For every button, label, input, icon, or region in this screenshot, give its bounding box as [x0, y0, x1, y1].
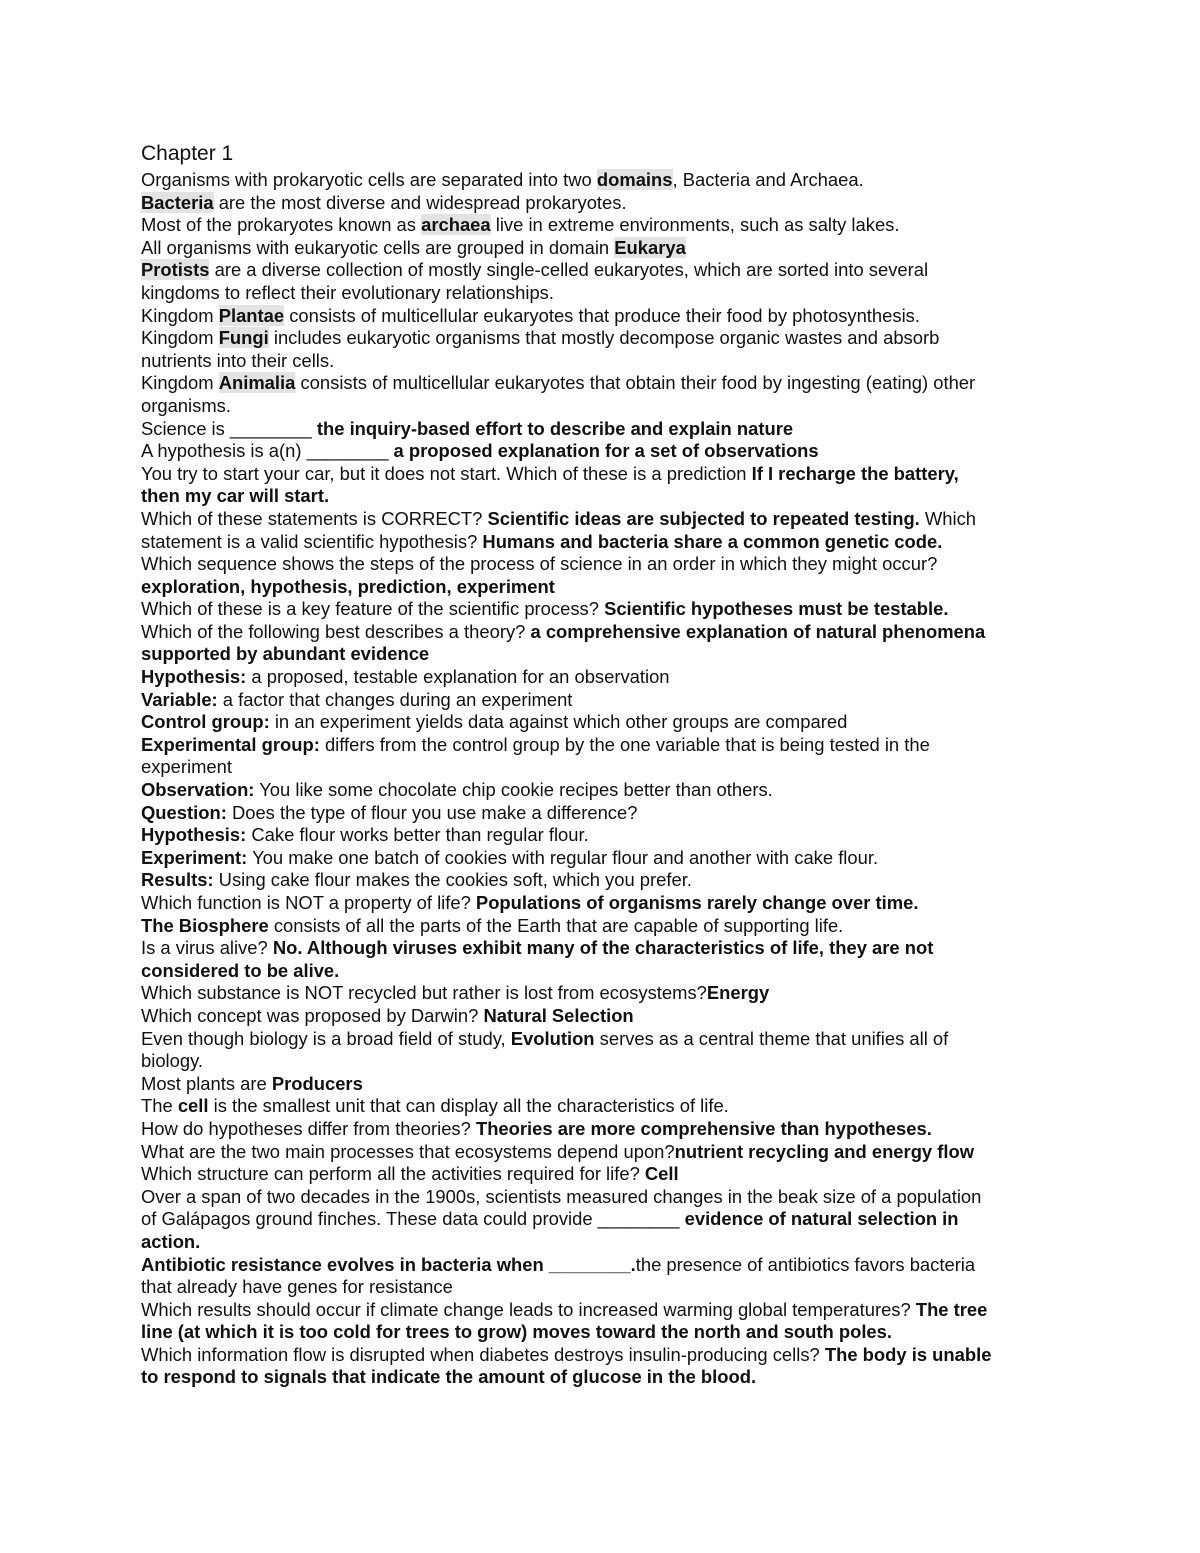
text-line	[141, 214, 1061, 237]
text-segment: Does the type of flour you use make a difference?	[226, 801, 638, 823]
bold-text: then my car will start.	[141, 485, 330, 507]
highlighted-term: Eukarya	[614, 236, 686, 258]
text-segment: Even though biology is a broad field of study,	[141, 1027, 511, 1049]
text-segment: kingdoms to reflect their evolutionary relationships.	[141, 281, 554, 303]
highlighted-term: Plantae	[218, 304, 285, 326]
highlighted-term: archaea	[421, 214, 491, 236]
text-line	[141, 192, 1061, 215]
text-segment: live in extreme environments, such as salty lakes.	[490, 214, 900, 236]
text-line	[141, 418, 1061, 441]
text-segment: experiment	[141, 756, 232, 778]
text-line	[141, 372, 1061, 395]
bold-text: line (at which it is too cold for trees to grow) moves toward the north and south poles.	[141, 1321, 892, 1343]
text-line	[141, 1095, 1061, 1118]
text-line	[141, 982, 1061, 1005]
text-line	[141, 892, 1061, 915]
text-segment: Over a span of two decades in the 1900s, scientists measured changes in the beak size of a population	[141, 1185, 982, 1207]
bold-text: Energy	[706, 982, 770, 1004]
text-line	[141, 1028, 1061, 1051]
bold-text: Cell	[644, 1163, 679, 1185]
text-line	[141, 847, 1061, 870]
document-body	[141, 169, 1061, 1389]
text-segment: Which sequence shows the steps of the process of science in an order in which they might occur?	[141, 553, 938, 575]
text-segment: biology.	[141, 1050, 204, 1072]
bold-text: Evolution	[510, 1027, 595, 1049]
text-line	[141, 576, 1061, 599]
text-line	[141, 915, 1061, 938]
text-segment: How do hypotheses differ from theories?	[141, 1117, 476, 1139]
bold-text: Experimental group:	[141, 733, 320, 755]
text-line	[141, 485, 1061, 508]
bold-text: Scientific ideas are subjected to repeated testing.	[487, 507, 920, 529]
text-segment: You try to start your car, but it does not start. Which of these is a prediction	[141, 462, 752, 484]
bold-text: Producers	[271, 1072, 363, 1094]
text-segment: consists of multicellular eukaryotes that obtain their food by ingesting (eating) other	[295, 372, 976, 394]
highlighted-term: Fungi	[218, 327, 269, 349]
text-line	[141, 282, 1061, 305]
bold-text: Natural Selection	[483, 1004, 634, 1026]
text-segment: consists of all the parts of the Earth that are capable of supporting life.	[268, 914, 844, 936]
text-segment: Kingdom	[141, 372, 219, 394]
text-segment: You make one batch of cookies with regular flour and another with cake flour.	[247, 846, 879, 868]
text-segment: You like some chocolate chip cookie recipes better than others.	[254, 779, 773, 801]
text-segment: Kingdom	[141, 327, 219, 349]
bold-text: Theories are more comprehensive than hypotheses.	[475, 1117, 932, 1139]
text-segment: a factor that changes during an experiment	[217, 688, 573, 710]
text-line	[141, 237, 1061, 260]
text-line	[141, 960, 1061, 983]
bold-text: If I recharge the battery,	[751, 462, 959, 484]
text-line	[141, 1186, 1061, 1209]
text-segment: statement is a valid scientific hypothesis?	[141, 530, 483, 552]
bold-text: No. Although viruses exhibit many of the characteristics of life, they are not	[272, 937, 934, 959]
text-segment: Which concept was proposed by Darwin?	[141, 1004, 484, 1026]
bold-text: Observation:	[141, 779, 255, 801]
text-segment: Which function is NOT a property of life?	[141, 892, 476, 913]
text-line	[141, 1254, 1061, 1277]
text-segment: , Bacteria and Archaea.	[672, 169, 864, 190]
bold-text: action.	[141, 1230, 201, 1252]
text-line	[141, 1276, 1061, 1299]
text-segment: differs from the control group by the one variable that is being tested in the	[319, 733, 930, 755]
bold-text: Antibiotic resistance evolves in bacteria when ________.	[141, 1253, 636, 1275]
text-line	[141, 779, 1061, 802]
bold-text: The body is unable	[824, 1343, 992, 1365]
text-line	[141, 1366, 1061, 1389]
bold-text: considered to be alive.	[141, 959, 340, 981]
bold-text: to respond to signals that indicate the amount of glucose in the blood.	[141, 1366, 757, 1388]
highlighted-term: domains	[596, 169, 673, 190]
text-line	[141, 531, 1061, 554]
text-segment: of Galápagos ground finches. These data could provide ________	[141, 1208, 685, 1230]
text-segment: serves as a central theme that unifies all of	[594, 1027, 949, 1049]
text-line	[141, 1005, 1061, 1028]
highlighted-term: Protists	[141, 259, 210, 281]
text-segment: Kingdom	[141, 304, 219, 326]
text-segment: that already have genes for resistance	[141, 1276, 453, 1298]
bold-text: supported by abundant evidence	[141, 643, 430, 665]
text-segment: Science is ________	[141, 417, 317, 439]
bold-text: Populations of organisms rarely change over time.	[475, 892, 919, 913]
text-segment: Which substance is NOT recycled but rather is lost from ecosystems?	[141, 982, 707, 1004]
text-line	[141, 1163, 1061, 1186]
bold-text: the inquiry-based effort to describe and explain nature	[316, 417, 794, 439]
text-segment: Which results should occur if climate change leads to increased warming global temperatures?	[141, 1298, 916, 1320]
text-segment: Using cake flour makes the cookies soft, which you prefer.	[213, 869, 692, 891]
text-segment: What are the two main processes that ecosystems depend upon?	[141, 1140, 675, 1162]
bold-text: Humans and bacteria share a common genetic code.	[482, 530, 943, 552]
text-segment: Which information flow is disrupted when diabetes destroys insulin-producing cells?	[141, 1343, 825, 1365]
text-line	[141, 305, 1061, 328]
highlighted-term: Animalia	[218, 372, 296, 394]
text-segment: Is a virus alive?	[141, 937, 273, 959]
text-segment: the presence of antibiotics favors bacteria	[635, 1253, 976, 1275]
bold-text: Scientific hypotheses must be testable.	[604, 598, 949, 620]
text-line	[141, 802, 1061, 825]
bold-text: The tree	[915, 1298, 988, 1320]
bold-text: Control group:	[141, 711, 270, 733]
text-line	[141, 553, 1061, 576]
bold-text: cell	[177, 1095, 209, 1117]
text-line	[141, 756, 1061, 779]
text-segment: Which of the following best describes a theory?	[141, 620, 531, 642]
bold-text: Experiment:	[141, 846, 248, 868]
bold-text: exploration, hypothesis, prediction, experiment	[141, 575, 555, 597]
text-line	[141, 350, 1061, 373]
text-line	[141, 1299, 1061, 1322]
text-line	[141, 1344, 1061, 1367]
text-line	[141, 1073, 1061, 1096]
text-line	[141, 689, 1061, 712]
bold-text: Hypothesis:	[141, 824, 247, 846]
bold-text: Results:	[141, 869, 214, 891]
text-segment: The	[141, 1095, 178, 1117]
text-segment: Which of these statements is CORRECT?	[141, 507, 488, 529]
bold-text: evidence of natural selection in	[684, 1208, 959, 1230]
highlighted-term: Bacteria	[141, 191, 214, 213]
text-line	[141, 259, 1061, 282]
text-line	[141, 824, 1061, 847]
text-line	[141, 666, 1061, 689]
text-segment: Which of these is a key feature of the scientific process?	[141, 598, 605, 620]
page-title: Chapter 1	[141, 142, 234, 165]
text-segment: are a diverse collection of mostly single-celled eukaryotes, which are sorted into several	[209, 259, 929, 281]
text-line	[141, 1321, 1061, 1344]
bold-text: Variable:	[141, 688, 218, 710]
text-segment: are the most diverse and widespread prokaryotes.	[213, 191, 627, 213]
text-segment: in an experiment yields data against which other groups are compared	[269, 711, 848, 733]
text-line	[141, 169, 1061, 192]
bold-text: Hypothesis:	[141, 666, 247, 688]
text-line	[141, 1208, 1061, 1231]
bold-text: a comprehensive explanation of natural phenomena	[530, 620, 986, 642]
text-line	[141, 1141, 1061, 1164]
text-segment: organisms.	[141, 394, 231, 416]
text-line	[141, 1231, 1061, 1254]
text-line	[141, 869, 1061, 892]
text-segment: Cake flour works better than regular flour.	[246, 824, 589, 846]
text-segment: Most plants are	[141, 1072, 272, 1094]
text-segment: is the smallest unit that can display all the characteristics of life.	[208, 1095, 729, 1117]
bold-text: The Biosphere	[141, 914, 269, 936]
text-line	[141, 937, 1061, 960]
text-segment: Most of the prokaryotes known as	[141, 214, 422, 236]
text-line	[141, 643, 1061, 666]
bold-text: nutrient recycling and energy flow	[674, 1140, 975, 1162]
text-segment: nutrients into their cells.	[141, 349, 335, 371]
text-line	[141, 1118, 1061, 1141]
text-segment: a proposed, testable explanation for an observation	[246, 666, 670, 688]
document-page	[141, 141, 1061, 1389]
text-segment: A hypothesis is a(n) ________	[141, 440, 394, 462]
text-line	[141, 734, 1061, 757]
text-line	[141, 598, 1061, 621]
text-segment: Which	[919, 507, 977, 529]
text-line	[141, 508, 1061, 531]
text-segment: Organisms with prokaryotic cells are separated into two	[141, 169, 597, 190]
text-segment: Which structure can perform all the activities required for life?	[141, 1163, 645, 1185]
text-line	[141, 621, 1061, 644]
text-line	[141, 463, 1061, 486]
text-line	[141, 327, 1061, 350]
text-segment: includes eukaryotic organisms that mostly decompose organic wastes and absorb	[268, 327, 940, 349]
text-line	[141, 711, 1061, 734]
text-segment: consists of multicellular eukaryotes that produce their food by photosynthesis.	[284, 304, 920, 326]
text-line	[141, 395, 1061, 418]
bold-text: a proposed explanation for a set of observations	[393, 440, 819, 462]
bold-text: Question:	[141, 801, 227, 823]
text-segment: All organisms with eukaryotic cells are grouped in domain	[141, 236, 615, 258]
text-line	[141, 440, 1061, 463]
text-line	[141, 1050, 1061, 1073]
